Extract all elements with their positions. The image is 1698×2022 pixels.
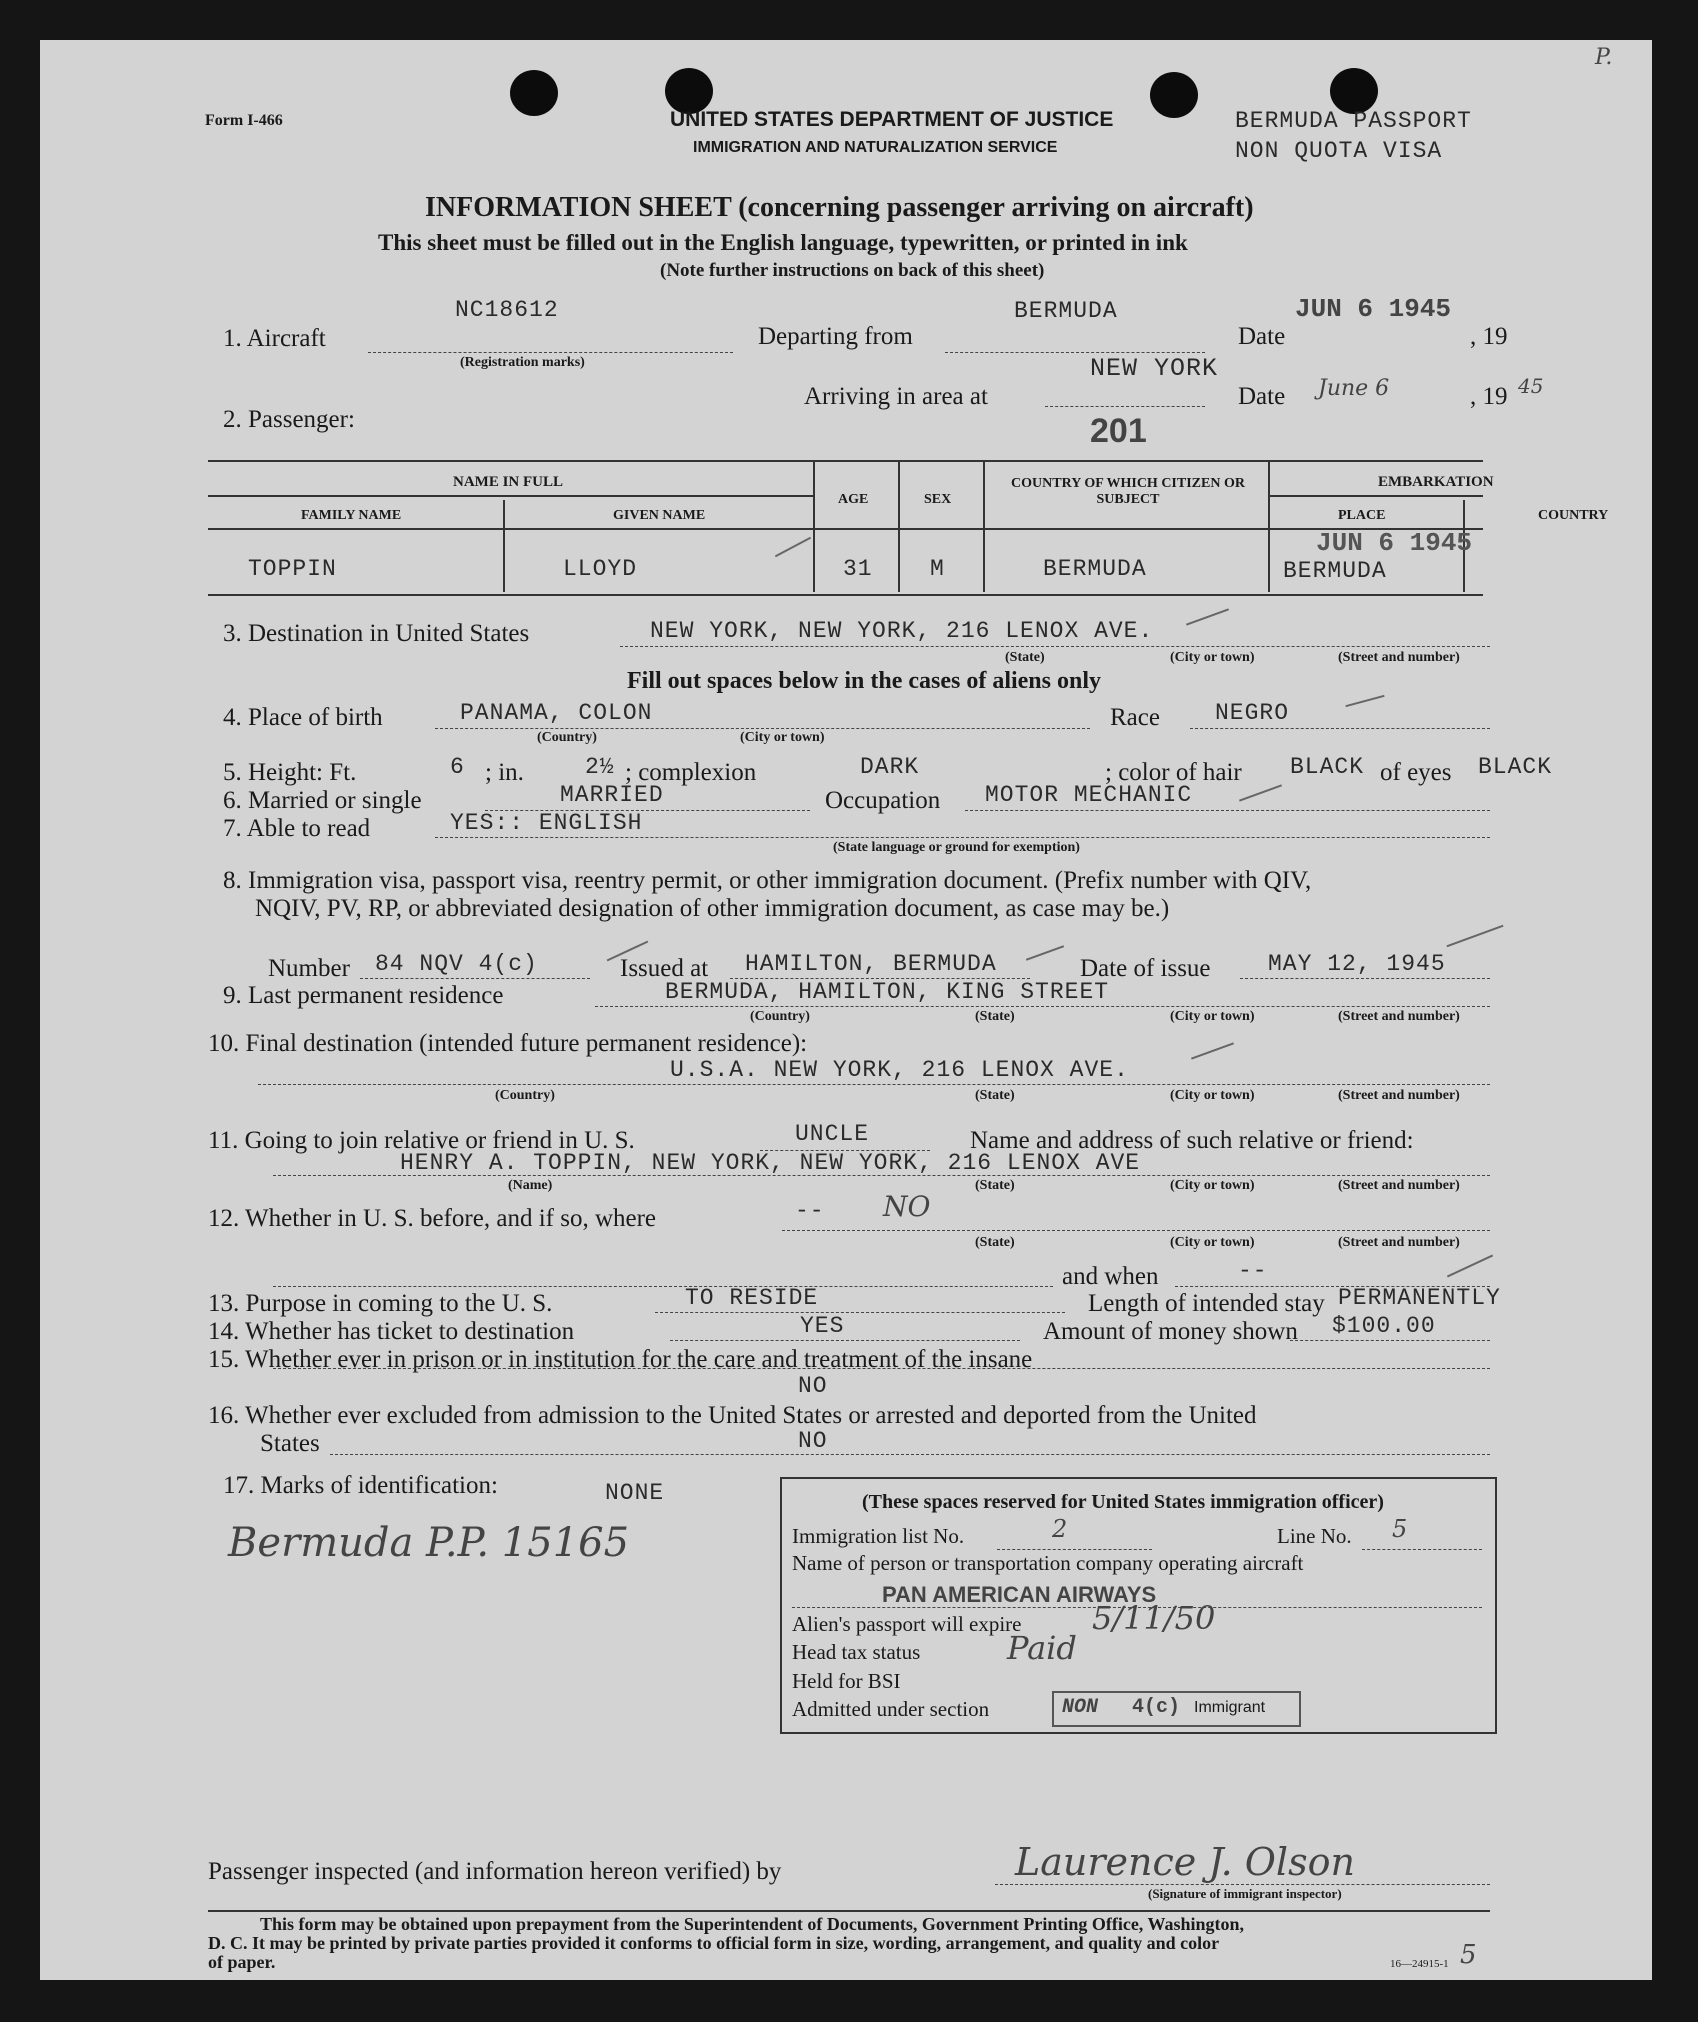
q9-state-caption: (State) <box>975 1009 1015 1024</box>
q12-dash: -- <box>795 1198 825 1224</box>
age-header: AGE <box>838 492 869 507</box>
q13-label: 13. Purpose in coming to the U. S. <box>208 1290 553 1317</box>
q8-line2: NQIV, PV, RP, or abbreviated designation of other immigration document, as case may be.) <box>255 895 1170 922</box>
embark-place-value: BERMUDA <box>1283 558 1387 584</box>
when-value: -- <box>1238 1258 1268 1284</box>
q11-street-caption: (Street and number) <box>1338 1178 1460 1193</box>
q8-line1: 8. Immigration visa, passport visa, reentry permit, or other immigration document. (Prefix number with QIV, <box>223 867 1312 894</box>
corner-mark: P. <box>1595 45 1613 70</box>
occupation-value: MOTOR MECHANIC <box>985 782 1193 808</box>
height-in-value: 2½ <box>585 754 615 780</box>
birthplace-value: PANAMA, COLON <box>460 700 653 726</box>
place-header: PLACE <box>1338 508 1386 523</box>
country-header: COUNTRY <box>1538 508 1609 523</box>
list-number-value: 2 <box>1052 1515 1068 1543</box>
read-value: YES:: ENGLISH <box>450 810 643 836</box>
q15-label: 15. Whether ever in prison or in institution for the care and treatment of the insane <box>208 1346 1033 1373</box>
q6-label: 6. Married or single <box>223 787 422 814</box>
q9-city-caption: (City or town) <box>1170 1009 1255 1024</box>
q1-label: 1. Aircraft <box>223 325 326 352</box>
embark-date-stamp: JUN 6 1945 <box>1316 528 1473 558</box>
inspector-signature: Laurence J. Olson <box>1015 1840 1355 1884</box>
money-value: $100.00 <box>1332 1313 1436 1339</box>
q3-city-caption: (City or town) <box>1170 650 1255 665</box>
q7-caption: (State language or ground for exemption) <box>833 840 1080 855</box>
form-sheet <box>40 40 1652 1980</box>
section-stamp-code: 4(c) <box>1132 1696 1181 1719</box>
issued-at-label: Issued at <box>620 955 709 982</box>
date2-label: Date <box>1238 383 1286 410</box>
marks-value: NONE <box>605 1480 665 1506</box>
date-label: Date <box>1238 323 1286 350</box>
corner-line-2: NON QUOTA VISA <box>1235 138 1443 164</box>
date2-suffix: , 19 <box>1470 383 1508 410</box>
section-stamp-non: NON <box>1062 1696 1099 1719</box>
tax-label: Head tax status <box>792 1640 921 1664</box>
eyes-value: BLACK <box>1478 754 1553 780</box>
issue-date-label: Date of issue <box>1080 955 1211 982</box>
q4-country-caption: (Country) <box>537 730 597 745</box>
relation-value: UNCLE <box>795 1121 870 1147</box>
sex-value: M <box>930 556 945 582</box>
money-label: Amount of money shown <box>1043 1318 1298 1345</box>
citizen-value: BERMUDA <box>1043 556 1147 582</box>
q2-label: 2. Passenger: <box>223 406 355 433</box>
date2-year: 45 <box>1518 374 1544 398</box>
q16-line1: 16. Whether ever excluded from admission to the United States or arrested and deported from the United <box>208 1402 1257 1429</box>
line-number-value: 5 <box>1392 1515 1408 1543</box>
q16-line2: States <box>260 1430 320 1457</box>
expire-label: Alien's passport will expire <box>792 1612 1022 1636</box>
expire-value: 5/11/50 <box>1092 1599 1216 1637</box>
q11-name-caption: (Name) <box>508 1178 553 1193</box>
tax-value: Paid <box>1007 1629 1077 1667</box>
q10-street-caption: (Street and number) <box>1338 1088 1460 1103</box>
passenger-number: 201 <box>1090 412 1147 450</box>
ticket-value: YES <box>800 1313 845 1339</box>
q9-street-caption: (Street and number) <box>1338 1009 1460 1024</box>
passenger-table <box>208 460 1609 596</box>
q11-name-label: Name and address of such relative or friend: <box>970 1127 1414 1154</box>
q12-state-caption: (State) <box>975 1235 1015 1250</box>
name-in-full-header: NAME IN FULL <box>453 474 564 490</box>
form-number: Form I-466 <box>205 112 283 129</box>
q11-label: 11. Going to join relative or friend in U. S. <box>208 1127 635 1154</box>
q5-label: 5. Height: Ft. <box>223 759 357 786</box>
registration-caption: (Registration marks) <box>460 355 585 370</box>
complexion-value: DARK <box>860 754 920 780</box>
q12-city-caption: (City or town) <box>1170 1235 1255 1250</box>
officer-box <box>780 1477 1497 1734</box>
q14-label: 14. Whether has ticket to destination <box>208 1318 575 1345</box>
eyes-label: of eyes <box>1380 759 1452 786</box>
height-in-label: ; in. <box>485 759 524 786</box>
q3-street-caption: (Street and number) <box>1338 650 1460 665</box>
when-label: and when <box>1062 1263 1159 1290</box>
service-heading: IMMIGRATION AND NATURALIZATION SERVICE <box>693 139 1058 156</box>
q10-city-caption: (City or town) <box>1170 1088 1255 1103</box>
race-value: NEGRO <box>1215 700 1290 726</box>
q10-label: 10. Final destination (intended future permanent residence): <box>208 1030 808 1057</box>
given-name-header: GIVEN NAME <box>613 508 706 523</box>
occupation-label: Occupation <box>825 787 941 814</box>
officer-title: (These spaces reserved for United States immigration officer) <box>862 1491 1384 1513</box>
aircraft-value: NC18612 <box>455 297 559 323</box>
citizen-header: COUNTRY OF WHICH CITIZEN OR SUBJECT <box>1011 476 1245 507</box>
footer-line-2: D. C. It may be printed by private parties provided it conforms to official form in size, wording, arrangement, and quality and color <box>208 1933 1220 1953</box>
footer-line-3: of paper. <box>208 1952 276 1972</box>
q9-label: 9. Last permanent residence <box>223 982 504 1009</box>
hair-label: ; color of hair <box>1105 759 1242 786</box>
departing-label: Departing from <box>758 323 913 350</box>
footer-code: 16—24915-1 <box>1390 1958 1449 1970</box>
q11-state-caption: (State) <box>975 1178 1015 1193</box>
complexion-label: ; complexion <box>625 759 757 786</box>
aliens-heading: Fill out spaces below in the cases of aliens only <box>627 668 1102 694</box>
arriving-label: Arriving in area at <box>804 383 988 410</box>
visa-number-value: 84 NQV 4(c) <box>375 951 538 977</box>
q9-country-caption: (Country) <box>750 1009 810 1024</box>
embarkation-header: EMBARKATION <box>1378 474 1494 490</box>
visa-number-label: Number <box>268 955 350 982</box>
hair-value: BLACK <box>1290 754 1365 780</box>
line-number-label: Line No. <box>1277 1524 1352 1548</box>
operator-label: Name of person or transportation company operating aircraft <box>792 1551 1304 1575</box>
date-suffix: , 19 <box>1470 323 1508 350</box>
form-note: (Note further instructions on back of this sheet) <box>660 260 1045 281</box>
family-name-value: TOPPIN <box>248 556 337 582</box>
q11-city-caption: (City or town) <box>1170 1178 1255 1193</box>
height-ft-value: 6 <box>450 754 465 780</box>
final-destination-value: U.S.A. NEW YORK, 216 LENOX AVE. <box>670 1057 1129 1083</box>
date-stamp: JUN 6 1945 <box>1295 294 1452 324</box>
section-label: Admitted under section <box>792 1697 990 1721</box>
punch-hole-3 <box>1150 72 1198 118</box>
q12-street-caption: (Street and number) <box>1338 1235 1460 1250</box>
race-label: Race <box>1110 704 1160 731</box>
excluded-value: NO <box>798 1428 828 1454</box>
sex-header: SEX <box>924 492 952 507</box>
issued-at-value: HAMILTON, BERMUDA <box>745 951 997 977</box>
footer-corner: 5 <box>1460 1940 1477 1970</box>
age-value: 31 <box>843 556 873 582</box>
family-name-header: FAMILY NAME <box>301 508 402 523</box>
punch-hole-1 <box>510 70 558 116</box>
section-stamp <box>1052 1691 1301 1727</box>
last-residence-value: BERMUDA, HAMILTON, KING STREET <box>665 979 1110 1005</box>
arriving-value: NEW YORK <box>1090 354 1219 383</box>
destination-value: NEW YORK, NEW YORK, 216 LENOX AVE. <box>650 618 1154 644</box>
q10-country-caption: (Country) <box>495 1088 555 1103</box>
section-stamp-immigrant: Immigrant <box>1194 1699 1266 1716</box>
date2-handwritten: June 6 <box>1318 376 1390 401</box>
length-label: Length of intended stay <box>1088 1290 1325 1317</box>
inspected-label: Passenger inspected (and information hereon verified) by <box>208 1858 782 1885</box>
footer-line-1: This form may be obtained upon prepayment from the Superintendent of Documents, Government Printing Office, Washington, <box>260 1914 1245 1934</box>
corner-line-1: BERMUDA PASSPORT <box>1235 108 1472 134</box>
purpose-value: TO RESIDE <box>685 1285 819 1311</box>
q7-label: 7. Able to read <box>223 815 371 842</box>
q4-city-caption: (City or town) <box>740 730 825 745</box>
marks-handwritten: Bermuda P.P. 15165 <box>228 1520 630 1566</box>
q10-state-caption: (State) <box>975 1088 1015 1103</box>
department-heading: UNITED STATES DEPARTMENT OF JUSTICE <box>670 108 1114 131</box>
prison-value: NO <box>798 1373 828 1399</box>
bsi-label: Held for BSI <box>792 1669 901 1693</box>
signature-caption: (Signature of immigrant inspector) <box>1148 1886 1342 1901</box>
q12-handwritten: NO <box>883 1190 931 1223</box>
given-name-value: LLOYD <box>563 556 638 582</box>
form-subtitle: This sheet must be filled out in the English language, typewritten, or printed in ink <box>378 230 1188 255</box>
length-value: PERMANENTLY <box>1338 1285 1501 1311</box>
departing-value: BERMUDA <box>1014 298 1118 324</box>
q4-label: 4. Place of birth <box>223 704 383 731</box>
operator-value: PAN AMERICAN AIRWAYS <box>882 1582 1157 1607</box>
q3-state-caption: (State) <box>1005 650 1045 665</box>
issue-date-value: MAY 12, 1945 <box>1268 951 1446 977</box>
q17-label: 17. Marks of identification: <box>223 1472 498 1499</box>
list-number-label: Immigration list No. <box>792 1524 965 1548</box>
marital-value: MARRIED <box>560 782 664 808</box>
relative-value: HENRY A. TOPPIN, NEW YORK, NEW YORK, 216 LENOX AVE <box>400 1150 1141 1176</box>
q3-label: 3. Destination in United States <box>223 620 530 647</box>
form-title: INFORMATION SHEET (concerning passenger arriving on aircraft) <box>425 192 1254 223</box>
q12-label: 12. Whether in U. S. before, and if so, where <box>208 1205 657 1232</box>
